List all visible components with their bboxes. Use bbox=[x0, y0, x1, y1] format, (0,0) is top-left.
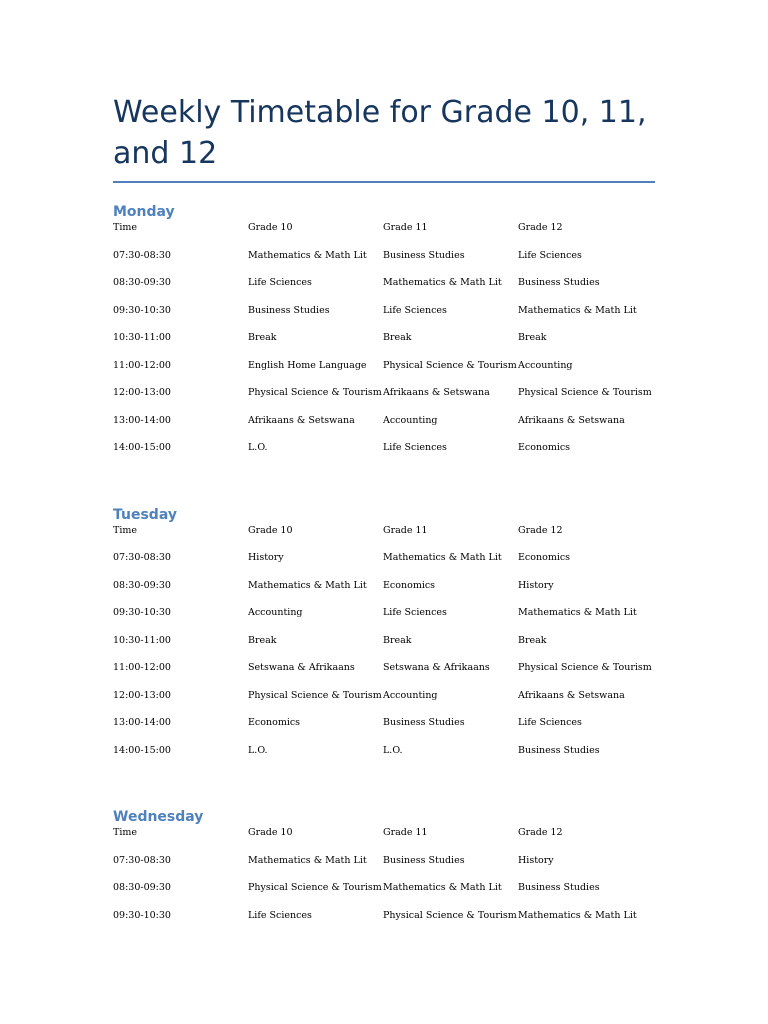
table-row bbox=[113, 414, 655, 442]
column-header: Grade 11 bbox=[383, 524, 428, 536]
subject-cell: Afrikaans & Setswana bbox=[383, 387, 490, 398]
table-row bbox=[113, 551, 655, 579]
time-cell: 11:00-12:00 bbox=[113, 662, 171, 673]
day-heading: Tuesday bbox=[113, 506, 177, 523]
time-cell: 13:00-14:00 bbox=[113, 717, 171, 728]
title-divider bbox=[113, 181, 655, 183]
column-header: Grade 10 bbox=[248, 827, 293, 838]
subject-cell: Business Studies bbox=[383, 717, 465, 728]
subject-cell: Accounting bbox=[248, 607, 303, 618]
column-header: Time bbox=[113, 222, 138, 233]
subject-cell: Setswana & Afrikaans bbox=[248, 662, 355, 673]
column-header: Grade 12 bbox=[518, 827, 563, 838]
day-section-monday bbox=[113, 203, 655, 469]
table-row bbox=[113, 331, 655, 359]
subject-cell: Accounting bbox=[383, 414, 438, 426]
subject-cell: Mathematics & Math Lit bbox=[383, 552, 502, 563]
column-header: Grade 11 bbox=[383, 222, 428, 233]
table-row bbox=[113, 881, 655, 909]
column-header: Grade 12 bbox=[518, 222, 563, 233]
timetable-table bbox=[113, 524, 655, 772]
time-cell: 08:30-09:30 bbox=[113, 882, 171, 893]
subject-cell: Break bbox=[518, 634, 547, 646]
subject-cell: Life Sciences bbox=[518, 249, 582, 261]
subject-cell: Afrikaans & Setswana bbox=[518, 414, 625, 426]
subject-cell: Mathematics & Math Lit bbox=[248, 579, 367, 591]
time-cell: 14:00-15:00 bbox=[113, 744, 171, 756]
subject-cell: Mathematics & Math Lit bbox=[518, 607, 637, 618]
table-row bbox=[113, 304, 655, 332]
subject-cell: Life Sciences bbox=[383, 304, 447, 316]
subject-cell: Life Sciences bbox=[518, 717, 582, 728]
time-cell: 07:30-08:30 bbox=[113, 249, 171, 261]
table-row bbox=[113, 744, 655, 772]
subject-cell: Business Studies bbox=[383, 854, 465, 866]
column-header: Time bbox=[113, 524, 138, 536]
day-heading: Wednesday bbox=[113, 809, 204, 825]
subject-cell: Break bbox=[248, 634, 277, 646]
table-row bbox=[113, 606, 655, 634]
column-header: Grade 10 bbox=[248, 222, 293, 233]
column-header: Grade 10 bbox=[248, 524, 293, 536]
day-section-wednesday bbox=[113, 808, 655, 936]
table-header-row bbox=[113, 221, 655, 249]
subject-cell: L.O. bbox=[383, 744, 403, 756]
table-row bbox=[113, 579, 655, 607]
time-cell: 13:00-14:00 bbox=[113, 414, 171, 426]
time-cell: 12:00-13:00 bbox=[113, 387, 171, 398]
subject-cell: Physical Science & Tourism bbox=[518, 662, 652, 673]
table-row bbox=[113, 661, 655, 689]
subject-cell: English Home Language bbox=[248, 359, 367, 371]
subject-cell: Economics bbox=[383, 579, 436, 591]
subject-cell: Afrikaans & Setswana bbox=[248, 414, 355, 426]
subject-cell: Life Sciences bbox=[383, 607, 447, 618]
subject-cell: Mathematics & Math Lit bbox=[383, 882, 502, 893]
time-cell: 08:30-09:30 bbox=[113, 277, 171, 288]
subject-cell: Accounting bbox=[383, 689, 438, 701]
page-title: Weekly Timetable for Grade 10, 11, and 12 bbox=[113, 95, 647, 171]
subject-cell: Life Sciences bbox=[248, 277, 312, 288]
subject-cell: Mathematics & Math Lit bbox=[383, 277, 502, 288]
timetable-days bbox=[113, 203, 655, 936]
subject-cell: Physical Science & Tourism bbox=[248, 689, 382, 701]
subject-cell: Break bbox=[383, 332, 412, 343]
subject-cell: Setswana & Afrikaans bbox=[383, 662, 490, 673]
subject-cell: L.O. bbox=[248, 744, 268, 756]
subject-cell: Accounting bbox=[518, 359, 573, 371]
document-page bbox=[113, 92, 655, 936]
subject-cell: Business Studies bbox=[383, 249, 465, 261]
table-header-row bbox=[113, 826, 655, 854]
table-row bbox=[113, 276, 655, 304]
table-row bbox=[113, 386, 655, 414]
timetable-table bbox=[113, 826, 655, 936]
day-heading: Monday bbox=[113, 204, 175, 220]
time-cell: 09:30-10:30 bbox=[113, 607, 171, 618]
subject-cell: Economics bbox=[518, 552, 571, 563]
time-cell: 12:00-13:00 bbox=[113, 689, 171, 701]
table-row bbox=[113, 634, 655, 662]
table-row bbox=[113, 689, 655, 717]
subject-cell: Physical Science & Tourism bbox=[518, 387, 652, 398]
time-cell: 09:30-10:30 bbox=[113, 304, 171, 316]
table-row bbox=[113, 359, 655, 387]
subject-cell: Physical Science & Tourism bbox=[248, 882, 382, 893]
timetable-table bbox=[113, 221, 655, 469]
subject-cell: History bbox=[518, 579, 554, 591]
subject-cell: L.O. bbox=[248, 442, 268, 453]
subject-cell: History bbox=[248, 552, 284, 563]
table-row bbox=[113, 249, 655, 277]
time-cell: 07:30-08:30 bbox=[113, 552, 171, 563]
subject-cell: Business Studies bbox=[518, 744, 600, 756]
time-cell: 10:30-11:00 bbox=[113, 332, 171, 343]
subject-cell: Physical Science & Tourism bbox=[383, 909, 517, 921]
column-header: Grade 12 bbox=[518, 524, 563, 536]
time-cell: 11:00-12:00 bbox=[113, 359, 171, 371]
time-cell: 10:30-11:00 bbox=[113, 634, 171, 646]
subject-cell: Break bbox=[248, 332, 277, 343]
day-section-tuesday bbox=[113, 506, 655, 772]
subject-cell: Break bbox=[518, 332, 547, 343]
subject-cell: Mathematics & Math Lit bbox=[518, 909, 637, 921]
time-cell: 09:30-10:30 bbox=[113, 909, 171, 921]
subject-cell: Physical Science & Tourism bbox=[248, 387, 382, 398]
subject-cell: Economics bbox=[518, 442, 571, 453]
subject-cell: Life Sciences bbox=[248, 909, 312, 921]
subject-cell: Physical Science & Tourism bbox=[383, 359, 517, 371]
subject-cell: Business Studies bbox=[518, 882, 600, 893]
subject-cell: Mathematics & Math Lit bbox=[248, 854, 367, 866]
subject-cell: History bbox=[518, 854, 554, 866]
subject-cell: Business Studies bbox=[518, 277, 600, 288]
time-cell: 07:30-08:30 bbox=[113, 854, 171, 866]
subject-cell: Economics bbox=[248, 717, 301, 728]
time-cell: 14:00-15:00 bbox=[113, 442, 171, 453]
subject-cell: Afrikaans & Setswana bbox=[518, 689, 625, 701]
subject-cell: Business Studies bbox=[248, 304, 330, 316]
column-header: Grade 11 bbox=[383, 827, 428, 838]
subject-cell: Break bbox=[383, 634, 412, 646]
subject-cell: Mathematics & Math Lit bbox=[248, 249, 367, 261]
column-header: Time bbox=[113, 827, 138, 838]
subject-cell: Mathematics & Math Lit bbox=[518, 304, 637, 316]
table-header-row bbox=[113, 524, 655, 552]
time-cell: 08:30-09:30 bbox=[113, 579, 171, 591]
table-row bbox=[113, 854, 655, 882]
table-row bbox=[113, 716, 655, 744]
table-row bbox=[113, 909, 655, 937]
table-row bbox=[113, 441, 655, 469]
subject-cell: Life Sciences bbox=[383, 442, 447, 453]
